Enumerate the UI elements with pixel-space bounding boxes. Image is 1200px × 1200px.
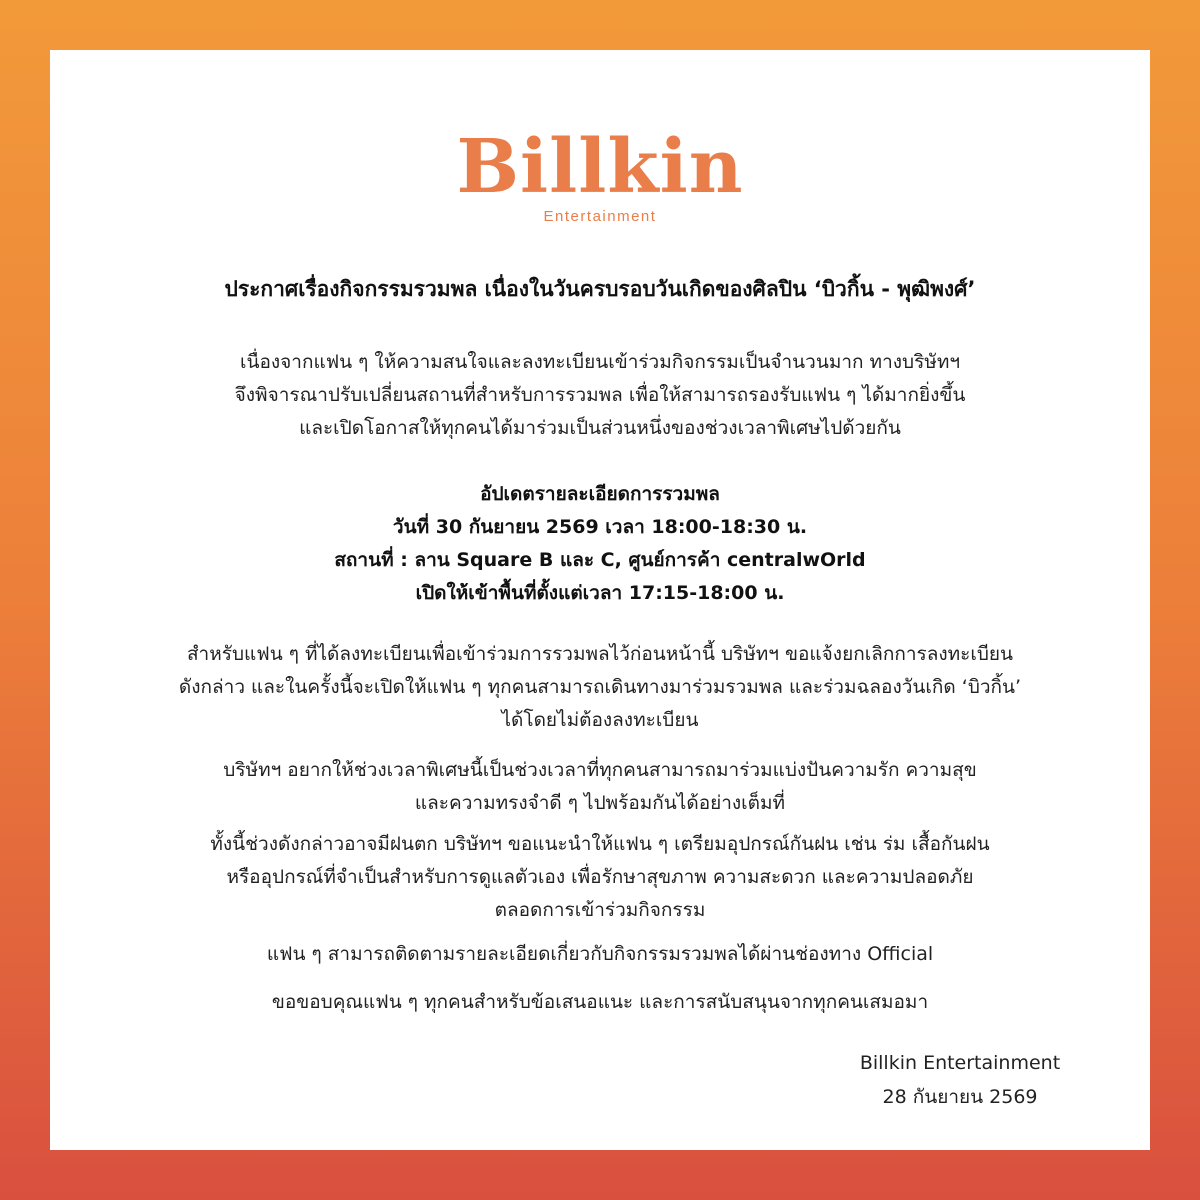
thanks-paragraph <box>50 986 1150 1019</box>
registration-line: ดังกล่าว และในครั้งนี้จะเปิดให้แฟน ๆ ทุกคนสามารถเดินทางมาร่วมรวมพล และร่วมฉลองวันเกิด ‘บิวกิ้น’ <box>178 676 1022 698</box>
signature-org: Billkin Entertainment <box>859 1052 1061 1074</box>
sharing-paragraph <box>50 754 1150 820</box>
billkin-logo <box>50 124 1150 225</box>
update-details <box>50 478 1150 610</box>
intro-line: และเปิดโอกาสให้ทุกคนได้มาร่วมเป็นส่วนหนึ่งของช่วงเวลาพิเศษไปด้วยกัน <box>299 417 901 439</box>
logo-subtitle: Entertainment <box>543 208 657 225</box>
announcement-headline: ประกาศเรื่องกิจกรรมรวมพล เนื่องในวันครบรอบวันเกิดของศิลปิน ‘บิวกิ้น - พุฒิพงศ์’ <box>224 277 976 301</box>
signature-date: 28 กันยายน 2569 <box>882 1086 1038 1108</box>
sharing-line: บริษัทฯ อยากให้ช่วงเวลาพิเศษนี้เป็นช่วงเวลาที่ทุกคนสามารถมาร่วมแบ่งปันความรัก ความสุข <box>223 759 977 781</box>
event-location: สถานที่ : ลาน Square B และ C, ศูนย์การค้า centralwOrld <box>334 549 866 571</box>
entry-time: เปิดให้เข้าพื้นที่ตั้งแต่เวลา 17:15-18:00 น. <box>415 582 785 604</box>
logo-wordmark: Billkin <box>456 124 744 210</box>
rain-advice-line: ทั้งนี้ช่วงดังกล่าวอาจมีฝนตก บริษัทฯ ขอแนะนำให้แฟน ๆ เตรียมอุปกรณ์กันฝน เช่น ร่ม เสื้อกันฝน <box>210 833 990 855</box>
rain-advice-line: ตลอดการเข้าร่วมกิจกรรม <box>494 899 706 921</box>
follow-paragraph <box>50 938 1150 971</box>
registration-line: ได้โดยไม่ต้องลงทะเบียน <box>501 709 699 731</box>
registration-paragraph <box>50 638 1150 737</box>
event-date-time: วันที่ 30 กันยายน 2569 เวลา 18:00-18:30 น. <box>392 516 808 538</box>
sharing-line: และความทรงจำดี ๆ ไปพร้อมกันได้อย่างเต็มที่ <box>414 792 786 814</box>
update-title: อัปเดตรายละเอียดการรวมพล <box>480 483 720 505</box>
follow-line: แฟน ๆ สามารถติดตามรายละเอียดเกี่ยวกับกิจกรรมรวมพลได้ผ่านช่องทาง Official <box>266 943 934 965</box>
intro-line: จึงพิจารณาปรับเปลี่ยนสถานที่สำหรับการรวมพล เพื่อให้สามารถรองรับแฟน ๆ ได้มากยิ่งขึ้น <box>234 384 966 406</box>
rain-advice-line: หรืออุปกรณ์ที่จำเป็นสำหรับการดูแลตัวเอง เพื่อรักษาสุขภาพ ความสะดวก และความปลอดภัย <box>226 866 974 888</box>
intro-line: เนื่องจากแฟน ๆ ให้ความสนใจและลงทะเบียนเข้าร่วมกิจกรรมเป็นจำนวนมาก ทางบริษัทฯ <box>239 351 961 373</box>
thanks-line: ขอขอบคุณแฟน ๆ ทุกคนสำหรับข้อเสนอแนะ และการสนับสนุนจากทุกคนเสมอมา <box>271 991 929 1013</box>
intro-paragraph <box>50 346 1150 445</box>
rain-advice-paragraph <box>50 828 1150 927</box>
announcement-card <box>50 50 1150 1150</box>
registration-line: สำหรับแฟน ๆ ที่ได้ลงทะเบียนเพื่อเข้าร่วมการรวมพลไว้ก่อนหน้านี้ บริษัทฯ ขอแจ้งยกเลิกการลงทะเบียน <box>186 643 1014 665</box>
signature-block <box>810 1046 1110 1114</box>
